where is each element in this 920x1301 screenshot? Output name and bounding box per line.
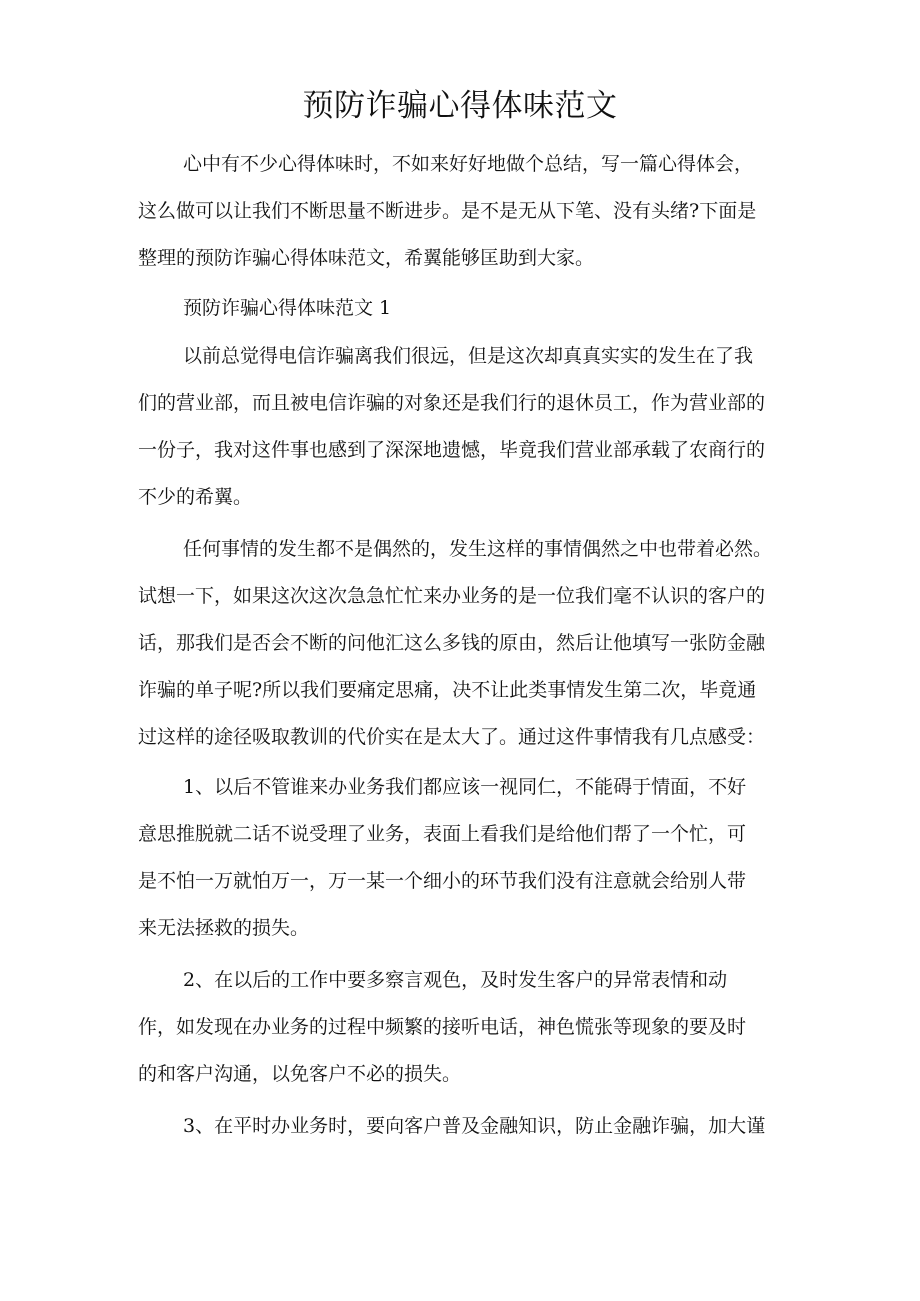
list-item-line: 的和客户沟通，以免客户不必的损失。	[138, 1063, 462, 1085]
paragraph-line: 心中有不少心得体味时，不如来好好地做个总结，写一篇心得体会，	[183, 153, 754, 175]
list-item-line: 来无法拯救的损失。	[138, 917, 310, 939]
paragraph-line: 过这样的途径吸取教训的代价实在是太大了。通过这件事情我有几点感受：	[138, 726, 766, 748]
section-heading: 预防诈骗心得体味范文 1	[183, 297, 392, 319]
paragraph-line: 话，那我们是否会不断的问他汇这么多钱的原由，然后让他填写一张防金融	[138, 632, 766, 654]
paragraph-line: 试想一下，如果这次这次急急忙忙来办业务的是一位我们毫不认识的客户的	[138, 585, 766, 607]
paragraph-line: 以前总觉得电信诈骗离我们很远，但是这次却真真实实的发生在了我	[183, 345, 754, 367]
paragraph-line: 诈骗的单子呢?所以我们要痛定思痛，决不让此类事情发生第二次，毕竟通	[138, 679, 757, 701]
list-item-line: 是不怕一万就怕万一，万一某一个细小的环节我们没有注意就会给别人带	[138, 870, 747, 892]
paragraph-line: 一份子，我对这件事也感到了深深地遗憾，毕竟我们营业部承载了农商行的	[138, 439, 766, 461]
paragraph-line: 任何事情的发生都不是偶然的，发生这样的事情偶然之中也带着必然。	[183, 538, 773, 560]
list-item-line: 意思推脱就二话不说受理了业务，表面上看我们是给他们帮了一个忙，可	[138, 823, 747, 845]
paragraph-line: 不少的希翼。	[138, 486, 253, 508]
list-item-line: 3、在平时办业务时，要向客户普及金融知识，防止金融诈骗，加大谨	[183, 1115, 766, 1137]
paragraph-line: 这么做可以让我们不断思量不断进步。是不是无从下笔、没有头绪?下面是	[138, 200, 757, 222]
document-title: 预防诈骗心得体味范文	[302, 88, 618, 124]
list-item-line: 作，如发现在办业务的过程中频繁的接听电话，神色慌张等现象的要及时	[138, 1016, 747, 1038]
paragraph-line: 整理的预防诈骗心得体味范文，希翼能够匡助到大家。	[138, 247, 595, 269]
paragraph-line: 们的营业部，而且被电信诈骗的对象还是我们行的退休员工，作为营业部的	[138, 392, 766, 414]
list-item-line: 2、在以后的工作中要多察言观色，及时发生客户的异常表情和动	[183, 969, 728, 991]
list-item-line: 1、以后不管谁来办业务我们都应该一视同仁，不能碍于情面，不好	[183, 776, 747, 798]
